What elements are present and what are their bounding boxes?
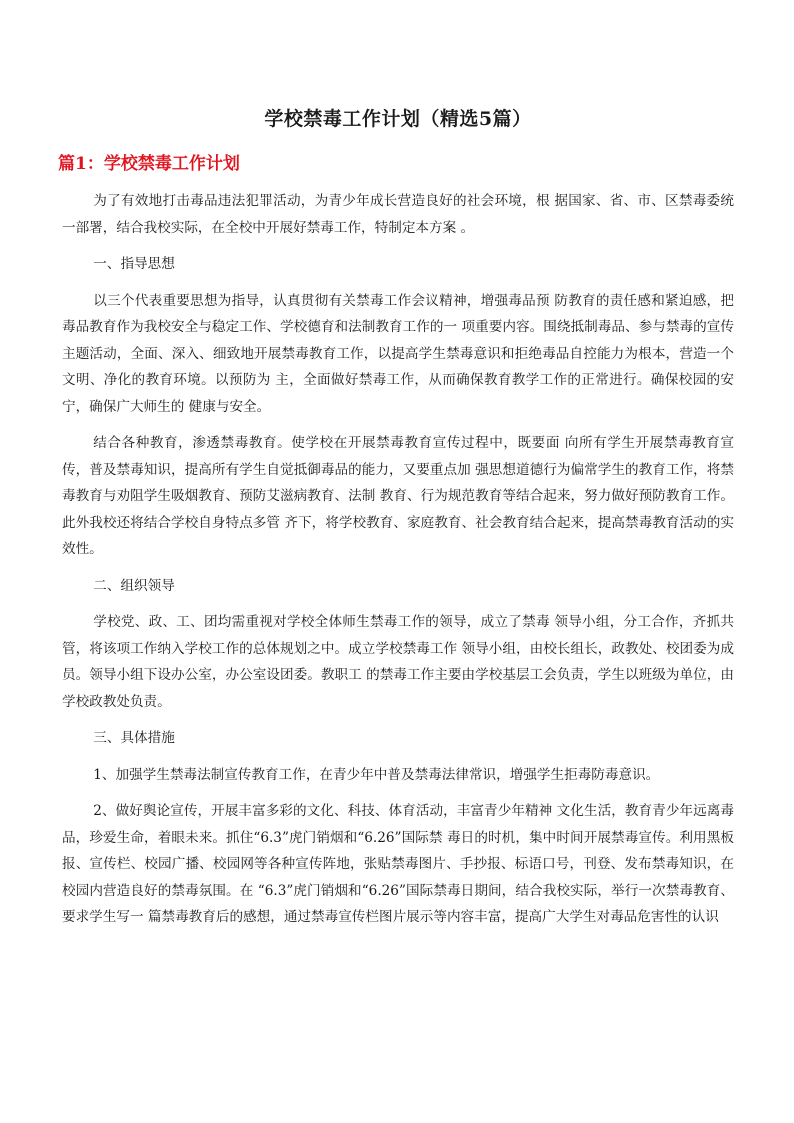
intro-paragraph: 为了有效地打击毒品违法犯罪活动，为青少年成长营造良好的社会环境，根 据国家、省、市、区禁毒委统一部署，结合我校实际，在全校中开展好禁毒工作，特制定本方案 。 <box>62 193 734 236</box>
document-title: 学校禁毒工作计划（精选5篇） <box>264 108 532 130</box>
measure-2-paragraph: 2、做好舆论宣传，开展丰富多彩的文化、科技、体育活动，丰富青少年精神 文化生活，教育青少年远离毒品，珍爱生命，着眼未来。抓住“6.3”虎门销烟和“6.26”国际禁 毒日的时机，集中时间开展禁毒宣传。利用黑板报、宣传栏、校园广播、校园网等各种宣传阵地，张贴禁毒图片、手抄报、标语口号，刊登、发布禁毒知识，在校园内营造良好的禁毒氛围。在 “6.3”虎门销烟和“6.26”国际禁毒日期间，结合我校实际，举行一次禁毒教育、要求学生写一 篇禁毒教育后的感想，通过禁毒宣传栏图片展示等内容丰富，提高广大学生对毒品危害性的认识 <box>62 803 734 925</box>
organization-paragraph: 学校党、政、工、团均需重视对学校全体师生禁毒工作的领导，成立了禁毒 领导小组，分工合作，齐抓共管，将该项工作纳入学校工作的总体规划之中。成立学校禁毒工作 领导小组，由校长组长，政教处、校团委为成员。领导小组下设办公室，办公室设团委。教职工 的禁毒工作主要由学校基层工会负责，学生以班级为单位，由学校政教处负责。 <box>62 614 734 710</box>
section-title: 篇1：学校禁毒工作计划 <box>58 154 240 174</box>
heading-guiding-ideology: 一、指导思想 <box>93 256 175 272</box>
heading-organization: 二、组织领导 <box>93 577 175 594</box>
guiding-ideology-paragraph: 以三个代表重要思想为指导，认真贯彻有关禁毒工作会议精神，增强毒品预 防教育的责任感和紧迫感，把毒品教育作为我校安全与稳定工作、学校德育和法制教育工作的一 项重要内容。围绕抵制毒品、参与禁毒的宣传主题活动，全面、深入、细致地开展禁毒教育工作，以提高学生禁毒意识和拒绝毒品自控能力为根本，营造一个文明、净化的教育环境。以预防为 主，全面做好禁毒工作，从而确保教育教学工作的正常进行。确保校园的安宁，确保广大师生的 健康与安全。 <box>62 292 734 415</box>
measure-1-paragraph: 1、加强学生禁毒法制宣传教育工作，在青少年中普及禁毒法律常识，增强学生拒毒防毒意识。 <box>93 766 660 783</box>
education-paragraph: 结合各种教育，渗透禁毒教育。使学校在开展禁毒教育宣传过程中，既要面 向所有学生开展禁毒教育宣传，普及禁毒知识，提高所有学生自觉抵御毒品的能力，又要重点加 强思想道德行为偏常学生的教育工作，将禁毒教育与劝阻学生吸烟教育、预防艾滋病教育、法制 教育、行为规范教育等结合起来，努力做好预防教育工作。此外我校还将结合学校自身特点多管 齐下，将学校教育、家庭教育、社会教育结合起来，提高禁毒教育活动的实效性。 <box>62 435 734 557</box>
heading-measures: 三、具体措施 <box>93 730 175 746</box>
